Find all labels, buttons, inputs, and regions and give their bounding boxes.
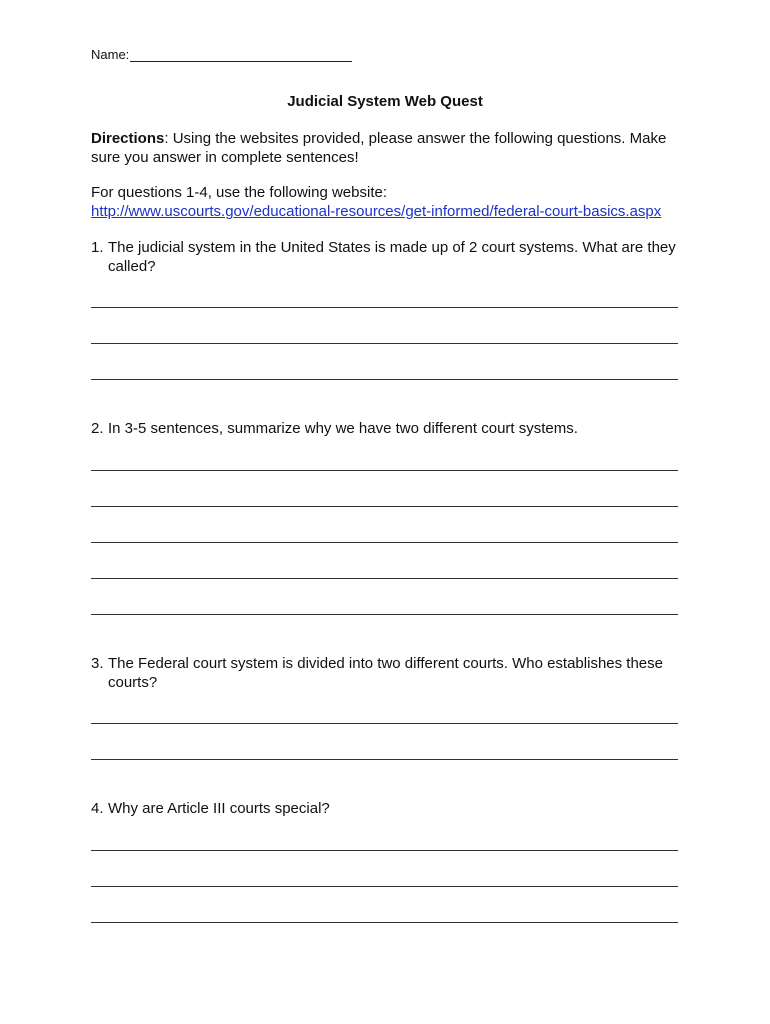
- question-number: 1.: [91, 239, 104, 256]
- answer-line[interactable]: [91, 506, 678, 507]
- question-number: 4.: [91, 800, 104, 817]
- question-text: Why are Article III courts special?: [108, 800, 330, 817]
- question-text: The Federal court system is divided into two different courts. Who establishes these courts?: [108, 655, 663, 691]
- website-link[interactable]: http://www.uscourts.gov/educational-resources/get-informed/federal-court-basics.aspx: [91, 203, 662, 220]
- answer-line[interactable]: [91, 470, 678, 471]
- answer-line[interactable]: [91, 542, 678, 543]
- answer-line[interactable]: [91, 759, 678, 760]
- answer-line[interactable]: [91, 343, 678, 344]
- answer-line[interactable]: [91, 614, 678, 615]
- question-4: [91, 799, 691, 818]
- website-intro-text: For questions 1-4, use the following website:: [91, 184, 387, 201]
- name-field: [91, 47, 352, 62]
- directions-label: Directions: [91, 130, 165, 147]
- answer-line[interactable]: [91, 578, 678, 579]
- question-number: 2.: [91, 420, 104, 437]
- question-text: The judicial system in the United States is made up of 2 court systems. What are they called?: [108, 239, 676, 275]
- question-1: [91, 238, 691, 276]
- page-title: Judicial System Web Quest: [287, 93, 483, 110]
- name-blank-line[interactable]: [130, 49, 352, 62]
- directions-paragraph: [91, 129, 691, 167]
- answer-line[interactable]: [91, 850, 678, 851]
- name-label: Name:: [91, 47, 130, 62]
- question-2: [91, 419, 691, 438]
- answer-line[interactable]: [91, 723, 678, 724]
- directions-text: : Using the websites provided, please answer the following questions. Make sure you answer in complete sentences!: [91, 130, 667, 166]
- answer-line[interactable]: [91, 379, 678, 380]
- answer-line[interactable]: [91, 922, 678, 923]
- website-paragraph: [91, 183, 691, 221]
- question-text: In 3-5 sentences, summarize why we have two different court systems.: [108, 420, 578, 437]
- question-number: 3.: [91, 655, 104, 672]
- answer-line[interactable]: [91, 886, 678, 887]
- question-3: [91, 654, 691, 692]
- answer-line[interactable]: [91, 307, 678, 308]
